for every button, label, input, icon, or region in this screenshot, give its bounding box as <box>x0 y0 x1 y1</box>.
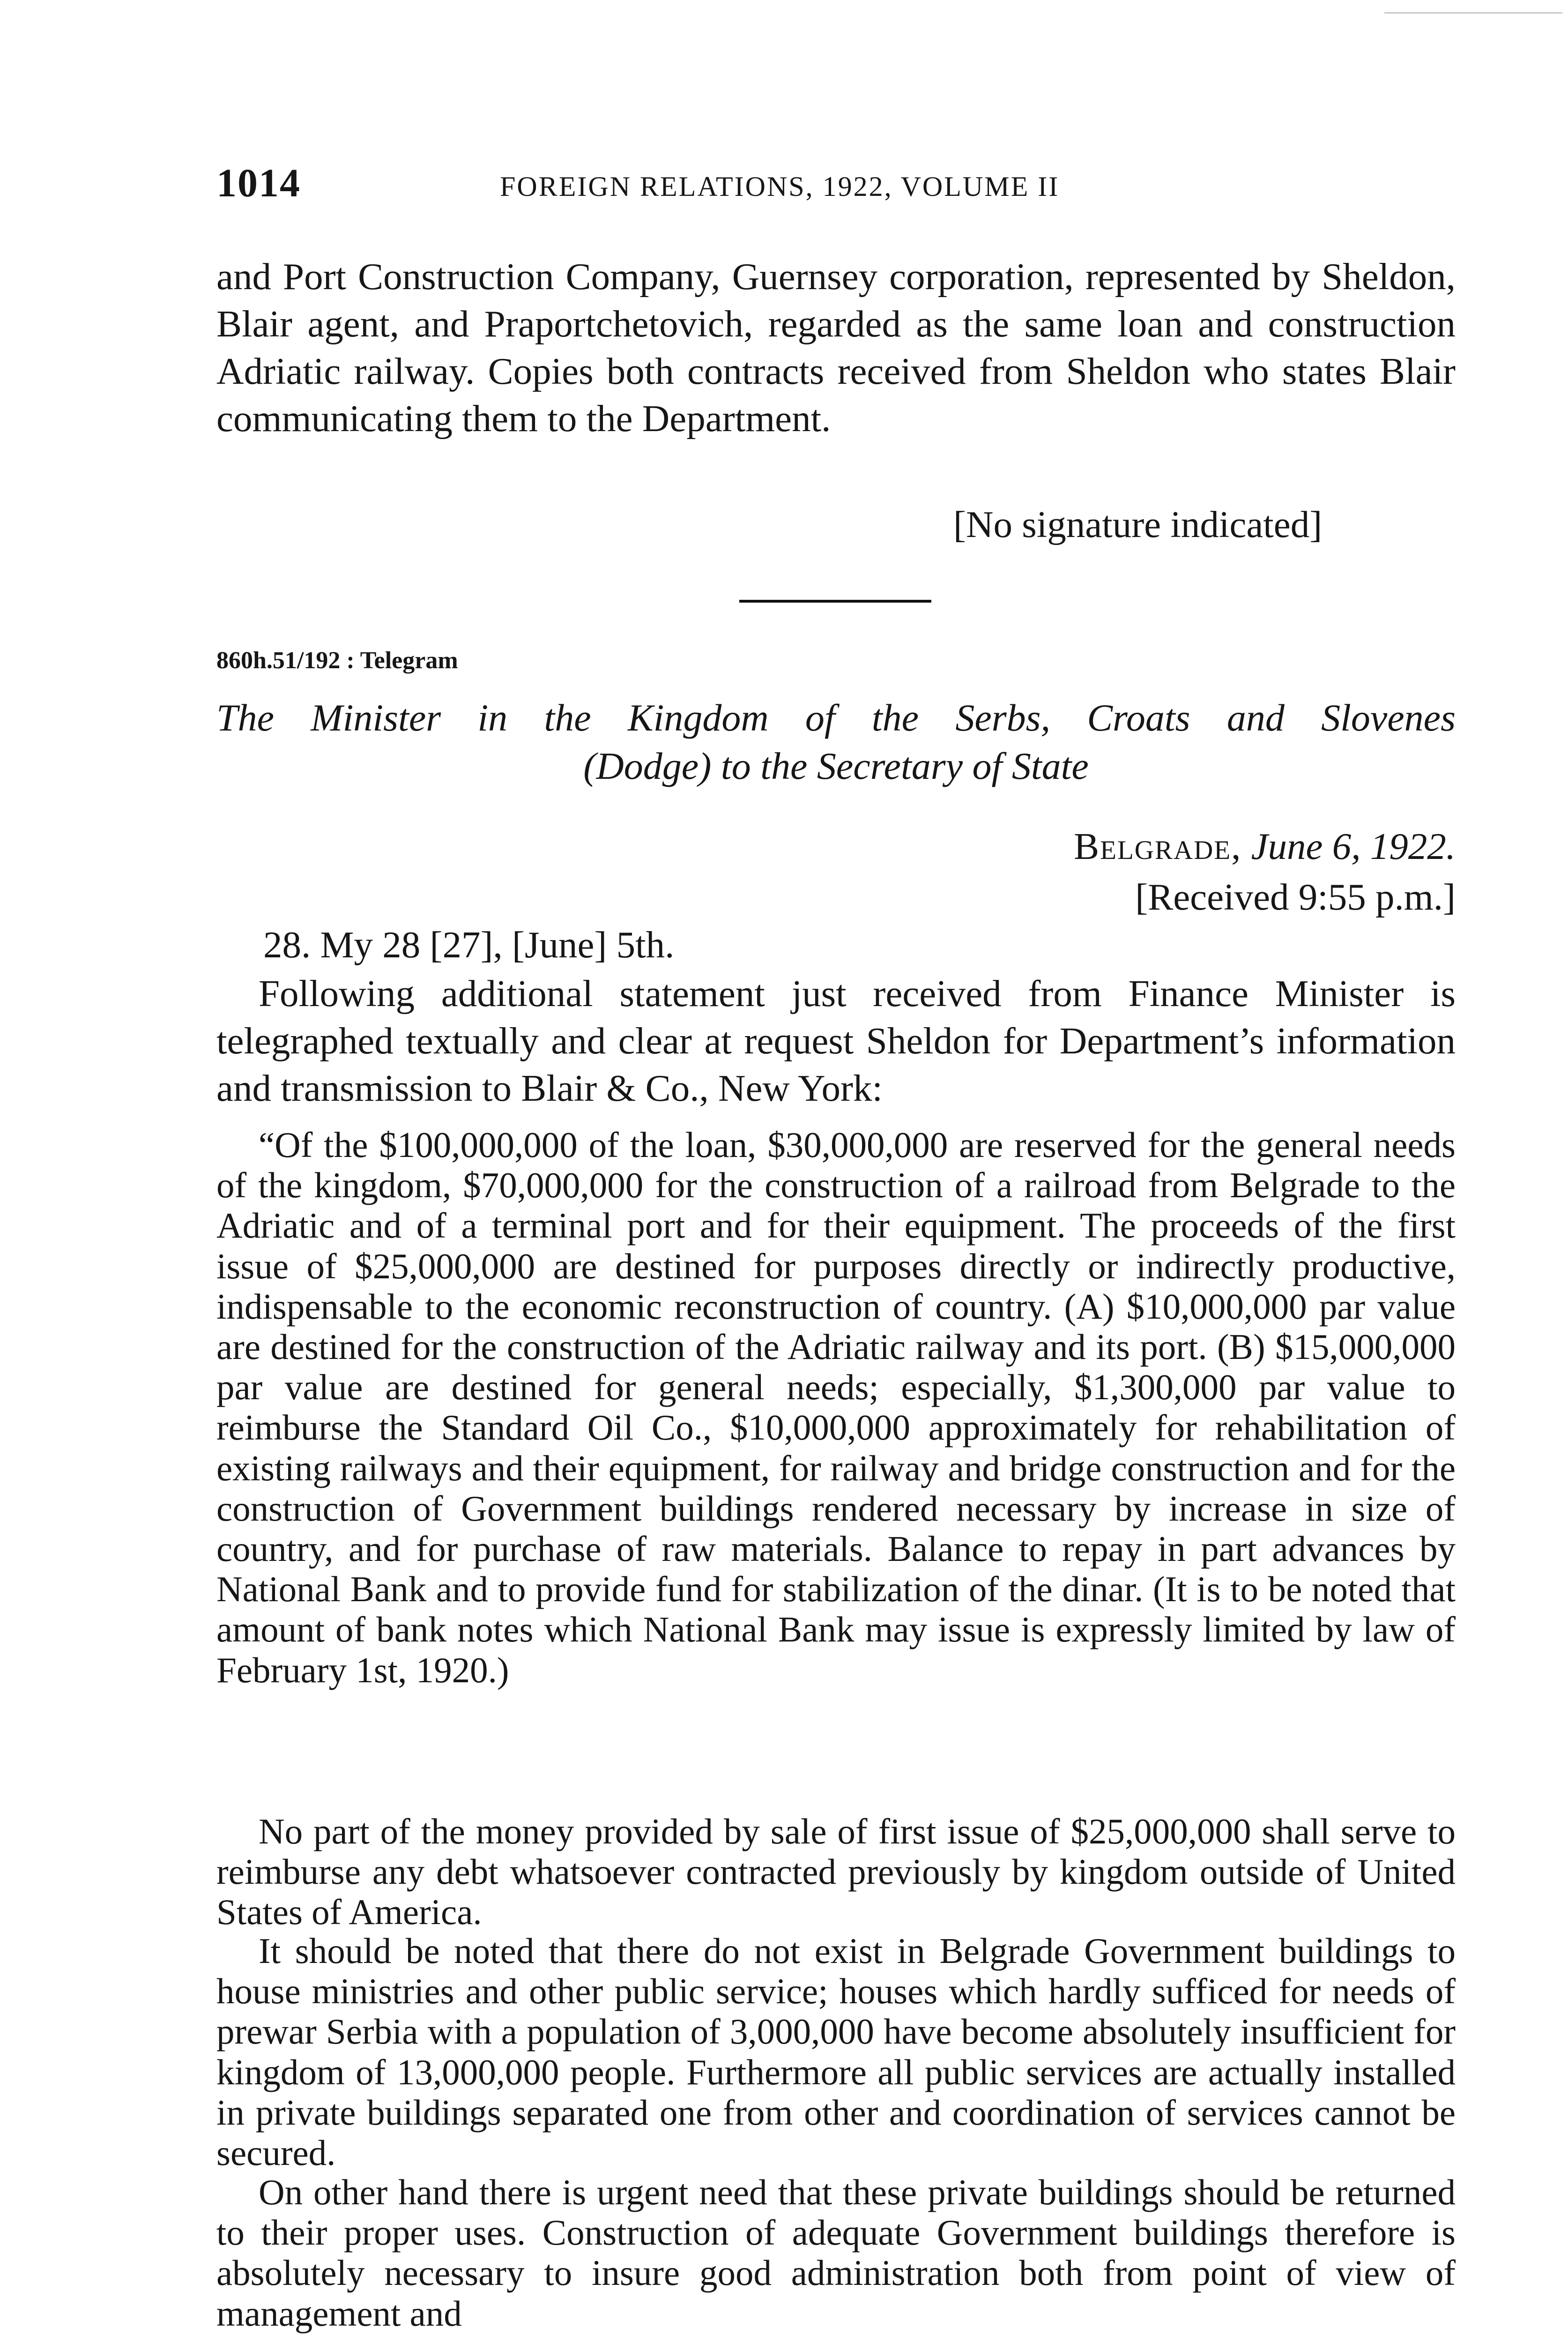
document-title <box>216 694 1456 790</box>
document-title-line-1: The Minister in the Kingdom of the Serbs, Croats and Slovenes <box>216 696 1456 739</box>
quoted-paragraph-3: It should be noted that there do not exist in Belgrade Government buildings to house ministries and other public service; houses which hardly sufficed for needs of prewar Serbia with a population of 3,000,000 have become absolutely insufficient for kingdom of 13,000,000 people. Furthermore all public services are actually installed in private buildings separated one from other and coordination of services cannot be secured. <box>216 1931 1456 2173</box>
page-header <box>216 159 1481 216</box>
signature-note: [No signature indicated] <box>953 503 1323 545</box>
intro-paragraph: and Port Construction Company, Guernsey corporation, represented by Sheldon, Blair agent, and Praportchetovich, regarded as the same loan and construction Adriatic railway. Copies both contracts received from Sheldon who states Blair communicating them to the Department. <box>216 255 1456 440</box>
running-title: FOREIGN RELATIONS, 1922, VOLUME II <box>500 171 1060 202</box>
telegram-number: 28. My 28 [27], [June] 5th. <box>263 924 675 966</box>
quoted-paragraph-1: “Of the $100,000,000 of the loan, $30,000,000 are reserved for the general needs of the kingdom, $70,000,000 for the construction of a railroad from Belgrade to the Adriatic and of a terminal port and for their equipment. The proceeds of the first issue of $25,000,000 are destined for purposes directly or indirectly productive, indispensable to the economic reconstruction of country. (A) $10,000,000 par value are destined for the construction of the Adriatic railway and its port. (B) $15,000,000 par value are destined for general needs; especially, $1,300,000 par value to reimburse the Standard Oil Co., $10,000,000 approximately for rehabilitation of existing railways and their equipment, for railway and bridge construction and for the construction of Government buildings rendered necessary by increase in size of country, and for purchase of raw materials. Balance to repay in part advances by National Bank and to provide fund for stabilization of the dinar. (It is to be noted that amount of bank notes which National Bank may issue is expressly limited by law of February 1st, 1920.) <box>216 1125 1456 1690</box>
page-number: 1014 <box>216 160 301 205</box>
section-divider <box>739 600 931 603</box>
quoted-paragraph-4: On other hand there is urgent need that these private buildings should be returned to their proper uses. Construction of adequate Government buildings therefore is absolutely necessary to insure good administration both from point of view of management and <box>216 2172 1456 2334</box>
quoted-paragraph-2: No part of the money provided by sale of first issue of $25,000,000 shall serve to reimburse any debt whatsoever contracted previously by kingdom outside of United States of America. <box>216 1811 1456 1933</box>
dateline <box>1074 825 1456 868</box>
scan-edge-rule <box>1384 12 1562 14</box>
dateline-place: Belgrade, <box>1074 825 1242 867</box>
received-note: [Received 9:55 p.m.] <box>1135 876 1456 918</box>
dateline-date: June 6, 1922. <box>1251 825 1456 867</box>
lead-paragraph: Following additional statement just received from Finance Minister is telegraphed textually and clear at request Sheldon for Department’s information and transmission to Blair & Co., New York: <box>216 972 1456 1109</box>
file-reference: 860h.51/192 : Telegram <box>216 647 458 674</box>
document-title-line-2: (Dodge) to the Secretary of State <box>583 745 1089 787</box>
